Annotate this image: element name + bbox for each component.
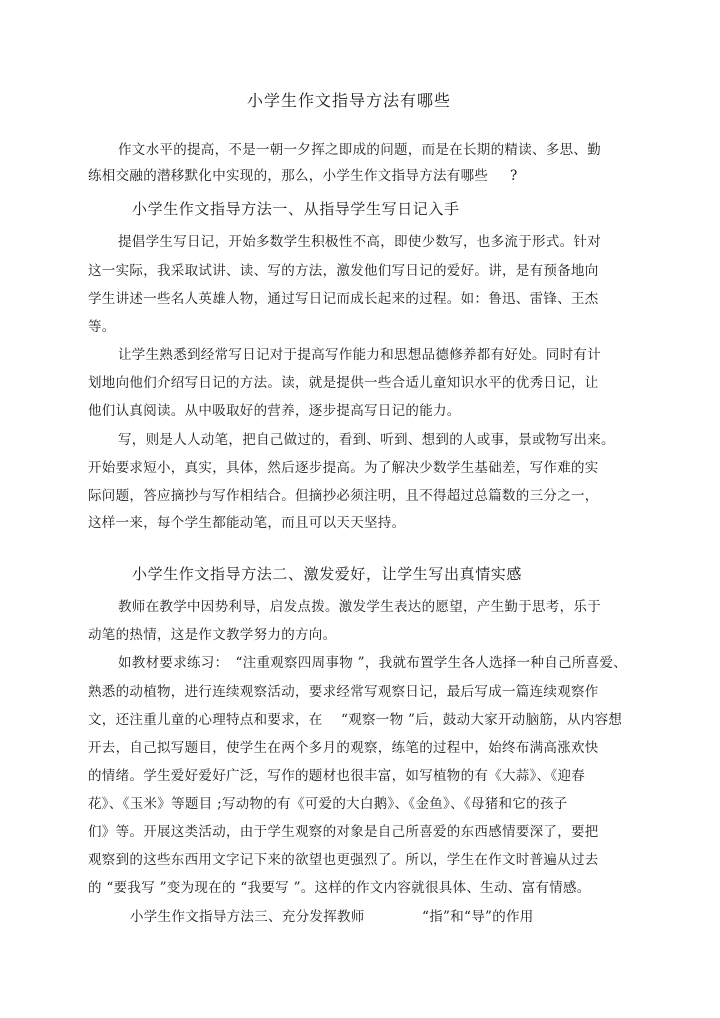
paragraph-line: 开去，自己拟写题目，使学生在两个多月的观察，练笔的过程中，始终布满高涨欢快 <box>88 740 599 756</box>
intro-line: 练相交融的潜移默化中实现的，那么，小学生作文指导方法有哪些 <box>88 168 489 184</box>
paragraph-line: 的 “要我写 ”变为现在的 “我要写 ”。这样的作文内容就很具体、生动、富有情感。 <box>88 880 591 896</box>
paragraph-line: 写，则是人人动笔，把自己做过的，看到、听到、想到的人或事，景或物写出来。 <box>118 432 615 448</box>
paragraph-line: 花》、《玉米》等题目 ;写动物的有《可爱的大白鹅》、《金鱼》、《母猪和它的孩子 <box>88 796 568 812</box>
paragraph-line: 教师在教学中因势利导，启发点拨。激发学生表达的愿望，产生勤于思考，乐于 <box>118 599 601 615</box>
paragraph-line: 划地向他们介绍写日记的方法。读，就是提供一些合适儿童知识水平的优秀日记，让 <box>88 375 599 391</box>
paragraph-line: 动笔的热情，这是作文教学努力的方向。 <box>88 627 337 643</box>
paragraph-line: 这一实际，我采取试讲、读、写的方法，激发他们写日记的爱好。讲，是有预备地向 <box>88 263 599 279</box>
paragraph-line: 这样一来，每个学生都能动笔，而且可以天天坚持。 <box>88 515 406 531</box>
intro-line: ? <box>510 168 518 184</box>
paragraph-line: 学生讲述一些名人英雄人物，通过写日记而成长起来的过程。如：鲁迅、雷锋、王杰 <box>88 291 599 307</box>
document-title: 小学生作文指导方法有哪些 <box>247 91 452 110</box>
intro-line: 作文水平的提高，不是一朝一夕挥之即成的问题，而是在长期的精读、多思、勤 <box>118 142 601 158</box>
section-heading: 小学生作文指导方法一、从指导学生写日记入手 <box>132 200 460 218</box>
section-heading: 小学生作文指导方法二、激发爱好，让学生写出真情实感 <box>132 565 523 583</box>
section-heading: “指”和“导”的作用 <box>422 909 534 925</box>
paragraph-line: 文，还注重儿童的心理特点和要求，在 “观察一物 ”后，鼓动大家开动脑筋，从内容想 <box>88 712 623 728</box>
paragraph-line: 如教材要求练习： “注重观察四周事物 ”，我就布置学生各人选择一种自己所喜爱、 <box>118 655 628 671</box>
paragraph-line: 际问题，答应摘抄与写作相结合。但摘抄必须注明，且不得超过总篇数的三分之一， <box>88 488 599 504</box>
section-heading: 小学生作文指导方法三、充分发挥教师 <box>130 909 365 925</box>
paragraph-line: 提倡学生写日记，开始多数学生积极性不高，即使少数写，也多流于形式。针对 <box>118 234 601 250</box>
paragraph-line: 观察到的这些东西用文字记下来的欲望也更强烈了。所以，学生在作文时普遍从过去 <box>88 852 599 868</box>
paragraph-line: 他们认真阅读。从中吸取好的营养，逐步提高写日记的能力。 <box>88 403 461 419</box>
paragraph-line: 的情绪。学生爱好爱好广泛，写作的题材也很丰富，如写植物的有《大蒜》、《迎春 <box>88 768 586 784</box>
paragraph-line: 熟悉的动植物，进行连续观察活动，要求经常写观察日记，最后写成一篇连续观察作 <box>88 684 599 700</box>
paragraph-line: 让学生熟悉到经常写日记对于提高写作能力和思想品德修养都有好处。同时有计 <box>118 347 601 363</box>
paragraph-line: 开始要求短小，真实，具体，然后逐步提高。为了解决少数学生基础差，写作难的实 <box>88 460 599 476</box>
paragraph-line: 等。 <box>88 319 116 335</box>
paragraph-line: 们》等。开展这类活动，由于学生观察的对象是自己所喜爱的东西感情要深了，要把 <box>88 824 599 840</box>
